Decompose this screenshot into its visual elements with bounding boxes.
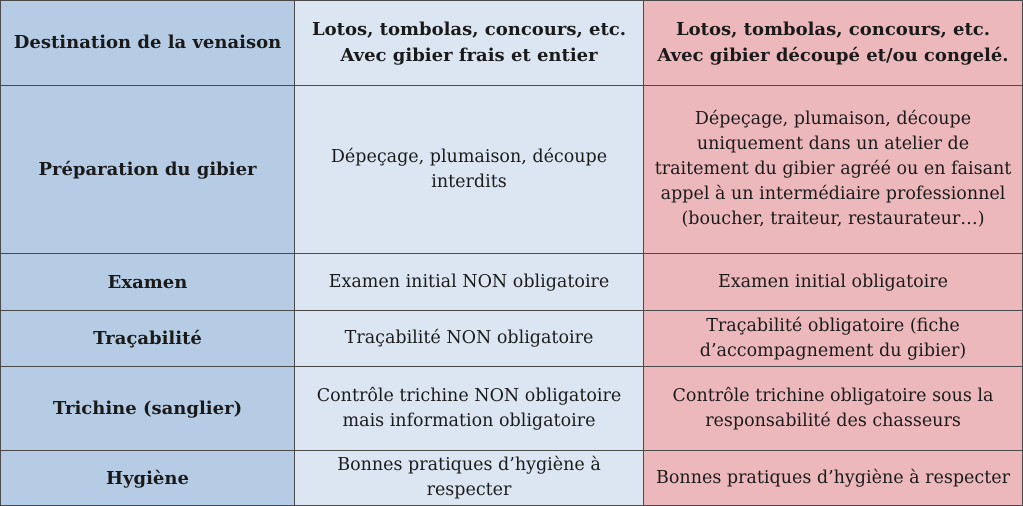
cell-hygiene-cut: Bonnes pratiques d’hygiène à respecter	[644, 451, 1023, 506]
table-row	[1, 86, 1023, 254]
table-row	[1, 311, 1023, 367]
cell-hygiene-fresh: Bonnes pratiques d’hygiène à respecter	[295, 451, 644, 506]
cell-tracabilite-fresh: Traçabilité NON obligatoire	[295, 311, 644, 367]
table-row	[1, 367, 1023, 451]
row-label-preparation: Préparation du gibier	[1, 86, 295, 254]
table-row	[1, 451, 1023, 506]
header-row	[1, 1, 1023, 86]
cell-preparation-cut: Dépeçage, plumaison, découpe uniquement dans un atelier de traitement du gibier agréé ou en faisant appel à un intermédiaire professionnel (boucher, traiteur, restaurateur…)	[644, 86, 1023, 254]
row-label-trichine: Trichine (sanglier)	[1, 367, 295, 451]
row-label-tracabilite: Traçabilité	[1, 311, 295, 367]
cell-trichine-fresh: Contrôle trichine NON obligatoire mais information obligatoire	[295, 367, 644, 451]
header-destination: Destination de la venaison	[1, 1, 295, 86]
cell-examen-fresh: Examen initial NON obligatoire	[295, 254, 644, 311]
table-row	[1, 254, 1023, 311]
cell-tracabilite-cut: Traçabilité obligatoire (fiche d’accompagnement du gibier)	[644, 311, 1023, 367]
row-label-examen: Examen	[1, 254, 295, 311]
header-fresh-game: Lotos, tombolas, concours, etc. Avec gibier frais et entier	[295, 1, 644, 86]
cell-examen-cut: Examen initial obligatoire	[644, 254, 1023, 311]
cell-preparation-fresh: Dépeçage, plumaison, découpe interdits	[295, 86, 644, 254]
row-label-hygiene: Hygiène	[1, 451, 295, 506]
header-cut-frozen-game: Lotos, tombolas, concours, etc. Avec gibier découpé et/ou congelé.	[644, 1, 1023, 86]
cell-trichine-cut: Contrôle trichine obligatoire sous la responsabilité des chasseurs	[644, 367, 1023, 451]
